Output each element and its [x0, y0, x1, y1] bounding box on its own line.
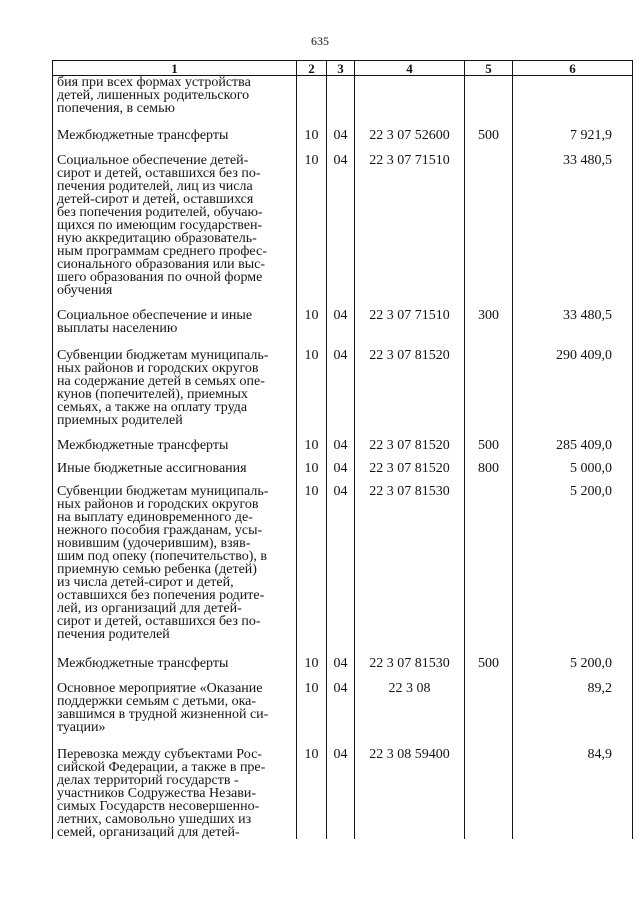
row-amount: 290 409,0 [513, 349, 633, 439]
row-expense-type [465, 748, 513, 839]
table-row [53, 439, 633, 462]
row-name-line: щихся по имеющим государствен- [57, 218, 263, 233]
row-name [53, 129, 297, 154]
row-target-article: 22 3 07 81520 [355, 349, 465, 439]
row-subsection [327, 76, 355, 130]
row-expense-type [465, 485, 513, 657]
row-name [53, 76, 297, 130]
table-body [53, 76, 633, 840]
row-section: 10 [297, 657, 327, 682]
row-name-line: Межбюджетные трансферты [57, 128, 229, 143]
row-name-line: Социальное обеспечение детей- [57, 153, 249, 168]
row-name-line: ных районов и городских округов [57, 497, 259, 512]
header-col-5: 5 [465, 61, 513, 76]
header-col-3: 3 [327, 61, 355, 76]
row-amount: 5 200,0 [513, 485, 633, 657]
row-expense-type [465, 682, 513, 748]
row-name-line: без попечения родителей, обучаю- [57, 205, 263, 220]
row-name-line: детей, лишенных родительского [57, 88, 250, 103]
row-target-article: 22 3 07 81520 [355, 439, 465, 462]
row-amount: 33 480,5 [513, 309, 633, 349]
row-name-line: Социальное обеспечение и иные [57, 308, 253, 323]
header-col-1: 1 [53, 61, 297, 76]
row-name-line: Межбюджетные трансферты [57, 656, 229, 671]
row-name-line: печения родителей [57, 627, 170, 642]
row-name-line: из числа детей-сирот и детей, [57, 575, 234, 590]
page-number: 635 [311, 34, 329, 48]
row-amount [513, 76, 633, 130]
row-amount: 5 000,0 [513, 462, 633, 485]
row-name-line: детей-сирот и детей, оставшихся [57, 192, 254, 207]
row-section: 10 [297, 154, 327, 309]
row-name-line: завшимся в трудной жизненной си- [57, 707, 269, 722]
row-name [53, 748, 297, 839]
row-name [53, 309, 297, 349]
row-name-line: на содержание детей в семьях опе- [57, 374, 265, 389]
table-row [53, 129, 633, 154]
row-name [53, 462, 297, 485]
row-expense-type: 500 [465, 657, 513, 682]
row-name-line: сирот и детей, оставшихся без по- [57, 614, 261, 629]
budget-table [52, 60, 633, 839]
row-name-line: сирот и детей, оставшихся без по- [57, 166, 261, 181]
row-target-article: 22 3 07 81530 [355, 485, 465, 657]
row-name [53, 154, 297, 309]
row-section: 10 [297, 682, 327, 748]
row-target-article: 22 3 07 81520 [355, 462, 465, 485]
table-row [53, 682, 633, 748]
row-section: 10 [297, 309, 327, 349]
row-subsection: 04 [327, 439, 355, 462]
table-row [53, 748, 633, 839]
row-name-line: Субвенции бюджетам муниципаль- [57, 348, 269, 363]
row-name-line: выплаты населению [57, 321, 178, 336]
row-section: 10 [297, 485, 327, 657]
row-subsection: 04 [327, 154, 355, 309]
row-name-line: сионального образования или выс- [57, 257, 266, 272]
row-expense-type [465, 349, 513, 439]
row-name-line: шего образования по очной форме [57, 270, 263, 285]
row-expense-type: 500 [465, 439, 513, 462]
row-expense-type: 300 [465, 309, 513, 349]
row-section: 10 [297, 349, 327, 439]
row-name-line: симых Государств несовершенно- [57, 799, 260, 814]
table-row [53, 309, 633, 349]
row-name-line: участников Содружества Незави- [57, 786, 256, 801]
row-section: 10 [297, 748, 327, 839]
row-subsection: 04 [327, 657, 355, 682]
row-name-line: ных районов и городских округов [57, 361, 259, 376]
row-name-line: сийской Федерации, а также в пре- [57, 760, 266, 775]
row-name-line: на выплату единовременного де- [57, 510, 253, 525]
row-target-article: 22 3 07 71510 [355, 154, 465, 309]
row-expense-type: 500 [465, 129, 513, 154]
row-name-line: поддержки семьям с детьми, ока- [57, 694, 257, 709]
row-name-line: летних, самовольно ушедших из [57, 812, 252, 827]
row-target-article [355, 76, 465, 130]
row-section: 10 [297, 462, 327, 485]
table-row [53, 76, 633, 130]
row-name-line: Основное мероприятие «Оказание [57, 681, 263, 696]
row-name-line: Межбюджетные трансферты [57, 438, 229, 453]
row-name-line: ным программам среднего профес- [57, 244, 267, 259]
row-name-line: приемную семью ребенка (детей) [57, 562, 257, 577]
row-section: 10 [297, 129, 327, 154]
row-target-article: 22 3 08 59400 [355, 748, 465, 839]
row-name-line: нежного пособия гражданам, усы- [57, 523, 263, 538]
row-amount: 89,2 [513, 682, 633, 748]
row-target-article: 22 3 07 71510 [355, 309, 465, 349]
row-name-line: печения родителей, лиц из числа [57, 179, 253, 194]
row-section [297, 76, 327, 130]
row-name [53, 349, 297, 439]
row-name-line: семьях, а также на оплату труда [57, 400, 248, 415]
row-subsection: 04 [327, 462, 355, 485]
row-subsection: 04 [327, 748, 355, 839]
row-name-line: обучения [57, 283, 113, 298]
table-header-row [53, 61, 633, 76]
row-name [53, 485, 297, 657]
header-col-2: 2 [297, 61, 327, 76]
row-expense-type [465, 154, 513, 309]
table-row [53, 154, 633, 309]
row-name-line: оставшихся без попечения родите- [57, 588, 265, 603]
header-col-6: 6 [513, 61, 633, 76]
row-subsection: 04 [327, 349, 355, 439]
row-target-article: 22 3 08 [355, 682, 465, 748]
row-target-article: 22 3 07 81530 [355, 657, 465, 682]
row-section: 10 [297, 439, 327, 462]
row-name-line: бия при всех формах устройства [57, 75, 251, 90]
table-row [53, 657, 633, 682]
row-amount: 7 921,9 [513, 129, 633, 154]
row-name-line: попечения, в семью [57, 101, 175, 116]
row-name-line: туации» [57, 720, 106, 735]
row-target-article: 22 3 07 52600 [355, 129, 465, 154]
row-name-line: шим под опеку (попечительство), в [57, 549, 268, 564]
row-name-line: Субвенции бюджетам муниципаль- [57, 484, 269, 499]
table-row [53, 349, 633, 439]
row-subsection: 04 [327, 129, 355, 154]
row-subsection: 04 [327, 309, 355, 349]
table-row [53, 462, 633, 485]
row-subsection: 04 [327, 485, 355, 657]
table-row [53, 485, 633, 657]
row-name-line: кунов (попечителей), приемных [57, 387, 248, 402]
row-name-line: ную аккредитацию образователь- [57, 231, 257, 246]
row-amount: 84,9 [513, 748, 633, 839]
row-name [53, 439, 297, 462]
row-name [53, 682, 297, 748]
row-name-line: приемных родителей [57, 413, 183, 428]
row-expense-type: 800 [465, 462, 513, 485]
header-col-4: 4 [355, 61, 465, 76]
row-name [53, 657, 297, 682]
row-name-line: семей, организаций для детей- [57, 825, 240, 840]
row-amount: 285 409,0 [513, 439, 633, 462]
row-name-line: новившим (удочерившим), взяв- [57, 536, 251, 551]
row-amount: 33 480,5 [513, 154, 633, 309]
row-subsection: 04 [327, 682, 355, 748]
row-name-line: Перевозка между субъектами Рос- [57, 747, 262, 762]
row-expense-type [465, 76, 513, 130]
row-name-line: делах территорий государств - [57, 773, 239, 788]
row-name-line: лей, из организаций для детей- [57, 601, 242, 616]
row-amount: 5 200,0 [513, 657, 633, 682]
row-name-line: Иные бюджетные ассигнования [57, 461, 247, 476]
